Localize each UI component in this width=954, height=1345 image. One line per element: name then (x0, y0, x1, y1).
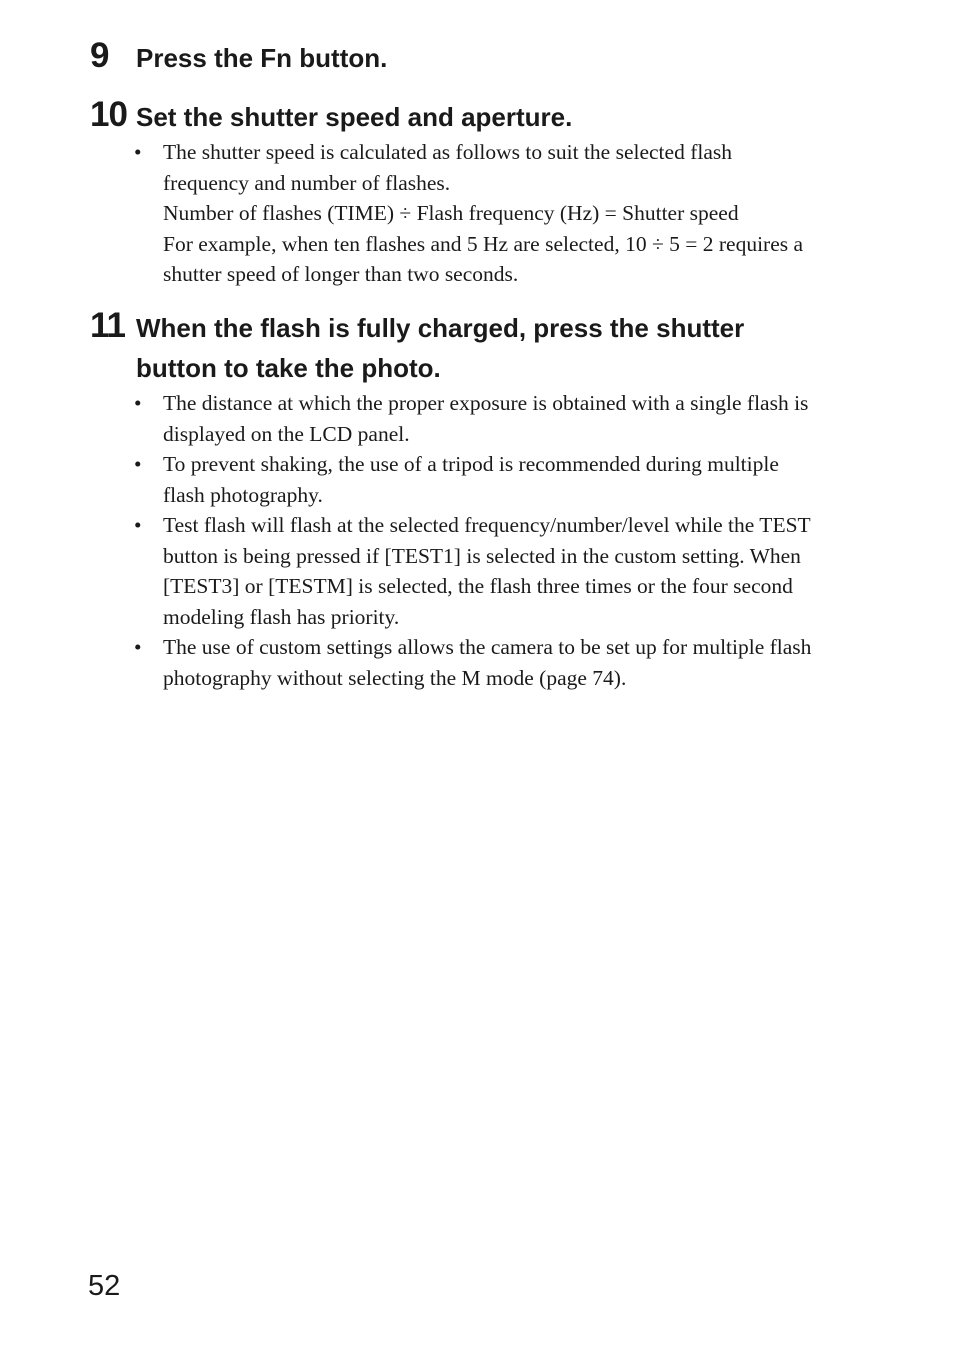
bullet-list (134, 137, 890, 290)
text-line: button is being pressed if [TEST1] is selected in the custom setting. When (163, 543, 801, 568)
page-number: 52 (88, 1270, 121, 1302)
text-line: To prevent shaking, the use of a tripod is recommended during multiple (163, 452, 779, 476)
step-9 (90, 38, 890, 78)
step-title-line: button to take the photo. (136, 353, 441, 383)
list-item (134, 388, 890, 449)
text-line: modeling flash has priority. (163, 604, 400, 629)
text-line: The shutter speed is calculated as follows to suit the selected flash (163, 140, 732, 164)
step-title (136, 38, 890, 78)
list-item (134, 632, 890, 693)
bullet-marker: • (134, 452, 142, 476)
bullet-marker: • (134, 513, 142, 537)
bullet-list (134, 388, 890, 693)
text-line: displayed on the LCD panel. (163, 421, 410, 446)
text-line: [TEST3] or [TESTM] is selected, the flash three times or the four second (163, 574, 793, 598)
step-number: 9 (90, 36, 109, 75)
text-line: flash photography. (163, 482, 323, 507)
text-line: Number of flashes (TIME) ÷ Flash frequency (Hz) = Shutter speed (163, 201, 739, 225)
text-line: The distance at which the proper exposure is obtained with a single flash is (163, 391, 809, 415)
list-item (134, 510, 890, 632)
step-10 (90, 97, 890, 290)
list-item (134, 449, 890, 510)
text-line: photography without selecting the M mode (page 74). (163, 665, 627, 690)
step-title (136, 97, 890, 137)
step-title-line: Press the Fn button. (136, 43, 388, 73)
step-number: 10 (90, 95, 127, 134)
text-line: For example, when ten flashes and 5 Hz are selected, 10 ÷ 5 = 2 requires a (163, 231, 804, 256)
text-line: frequency and number of flashes. (163, 170, 451, 195)
step-title (136, 308, 890, 388)
text-line: shutter speed of longer than two seconds. (163, 262, 519, 286)
text-line: Test flash will flash at the selected frequency/number/level while the TEST (163, 513, 811, 537)
bullet-marker: • (134, 391, 142, 415)
bullet-marker: • (134, 635, 142, 659)
step-title-line: Set the shutter speed and aperture. (136, 102, 573, 132)
step-title-line: When the flash is fully charged, press the shutter (136, 313, 745, 343)
bullet-marker: • (134, 140, 142, 164)
list-item (134, 137, 890, 290)
step-number: 11 (90, 306, 125, 345)
step-11 (90, 308, 890, 693)
text-line: The use of custom settings allows the camera to be set up for multiple flash (163, 635, 812, 659)
